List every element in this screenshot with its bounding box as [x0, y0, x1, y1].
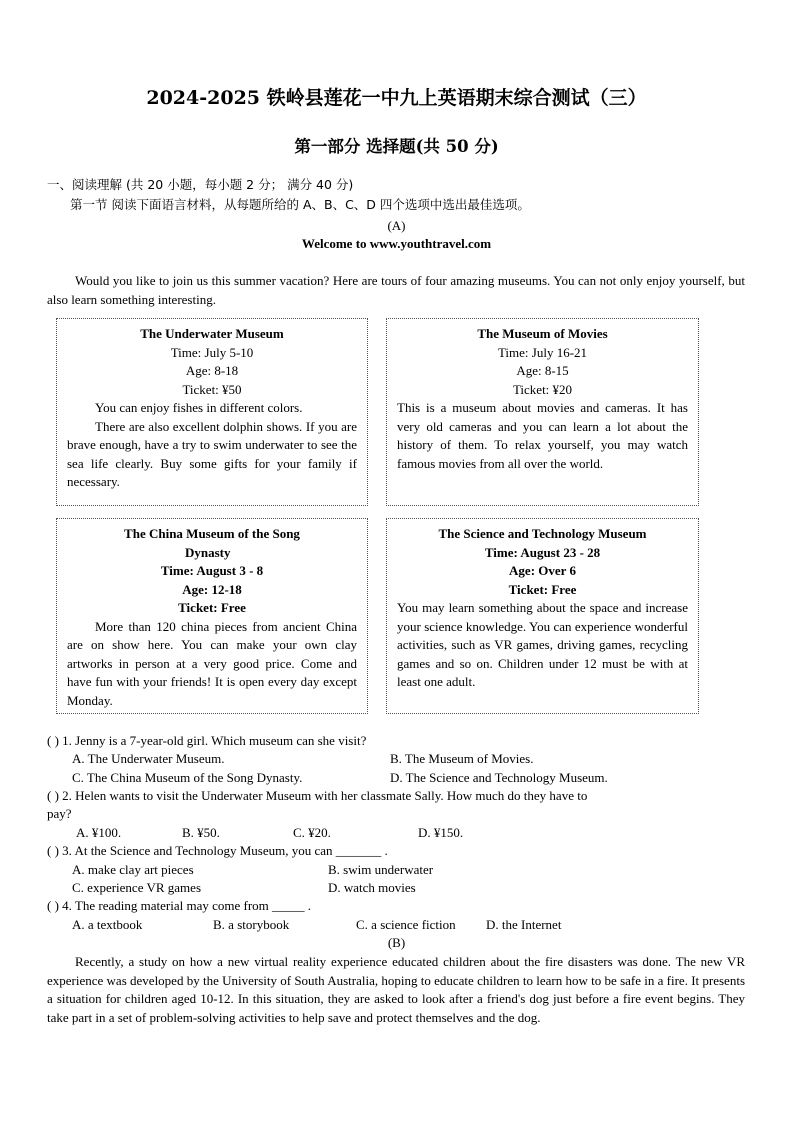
question-3-option-d: D. watch movies	[328, 880, 416, 895]
question-4-option-b: B. a storybook	[213, 917, 290, 932]
museum-card-song-dynasty	[56, 518, 368, 714]
question-1-option-a: A. The Underwater Museum.	[72, 751, 225, 766]
question-1-stem: ( ) 1. Jenny is a 7-year-old girl. Which museum can she visit?	[47, 733, 367, 748]
museum-desc: You may learn something about the space and increase your science knowledge. You can experience wonderful activities, such as VR games, driving games, recycling games and so on. Children under 12 must be with at least one adult.	[397, 600, 688, 689]
museum-name: The Science and Technology Museum	[438, 526, 647, 541]
question-4-option-a: A. a textbook	[72, 917, 143, 932]
question-4-option-c: C. a science fiction	[356, 917, 456, 932]
question-4-stem: ( ) 4. The reading material may come from _____ .	[47, 898, 312, 913]
part-title: 第一部分 选择题(共 50 分)	[294, 137, 499, 156]
museum-ticket: Ticket: ¥20	[512, 381, 573, 397]
question-1-option-c: C. The China Museum of the Song Dynasty.	[72, 770, 303, 785]
question-3-stem: ( ) 3. At the Science and Technology Museum, you can _______ .	[47, 843, 388, 858]
museum-desc: This is a museum about movies and cameras. It has very old cameras and you can learn a lot about the history of them. To relax yourself, you may watch famous movies from all over the world.	[397, 400, 688, 471]
question-2-option-b: B. ¥50.	[182, 825, 220, 840]
section-heading: 一、阅读理解 (共 20 小题，每小题 2 分； 满分 40 分)	[47, 177, 354, 192]
question-3-option-a: A. make clay art pieces	[72, 862, 194, 877]
question-2-stem: ( ) 2. Helen wants to visit the Underwater Museum with her classmate Sally. How much do they have to	[47, 788, 588, 803]
museum-age: Age: Over 6	[509, 563, 576, 578]
section-instruction: 第一节 阅读下面语言材料，从每题所给的 A、B、C、D 四个选项中选出最佳选项。	[70, 197, 530, 212]
museum-name: The Museum of Movies	[477, 326, 608, 341]
museum-card-science	[386, 518, 699, 714]
passage-b-text: Recently, a study on how a new virtual reality experience educated children about the fire disasters was done. The new VR experience was developed by the University of South Australia, hoping to educate children to learn how to be safe in a fire. It presents a situation for children aged 10-12. In this situation, they are asked to look after a friend's dog just before a fire event begins. They take part in a set of problem-solving activities to help save and protect themselves and the dog.	[47, 954, 745, 1025]
museum-time: Time: July 16-21	[497, 344, 588, 360]
museum-name: The Underwater Museum	[140, 326, 284, 341]
question-3-option-c: C. experience VR games	[72, 880, 201, 895]
passage-b-label: (B)	[387, 935, 406, 950]
museum-time: Time: August 3 - 8	[160, 563, 264, 578]
question-2-option-a: A. ¥100.	[76, 825, 122, 840]
museum-name-line1: The China Museum of the Song	[124, 526, 300, 541]
question-2-option-c: C. ¥20.	[293, 825, 331, 840]
museum-age: Age: 8-15	[516, 363, 569, 378]
museum-time: Time: August 23 - 28	[484, 544, 601, 560]
museum-ticket: Ticket: ¥50	[182, 381, 242, 397]
museum-age: Age: 12-18	[182, 581, 242, 597]
passage-a-label: (A)	[387, 218, 406, 233]
museum-desc-first-line: You can enjoy fishes in different colors.	[95, 400, 303, 415]
museum-time: Time: July 5-10	[170, 344, 254, 360]
question-2-stem-cont: pay?	[47, 806, 72, 821]
question-2-option-d: D. ¥150.	[418, 825, 464, 840]
museum-desc: More than 120 china pieces from ancient China are on show here. You can make your own clay artworks in person at a very good price. Come and have fun with your friends! It is open every day except Monday.	[67, 618, 357, 708]
museum-name-line2: Dynasty	[185, 544, 231, 560]
museum-desc: There are also excellent dolphin shows. If you are brave enough, have a try to swim underwater to see the sea life clearly. Buy some gifts for your family if necessary.	[67, 418, 357, 489]
site-title: Welcome to www.youthtravel.com	[301, 236, 492, 251]
question-1-option-b: B. The Museum of Movies.	[390, 751, 534, 766]
museum-card-underwater	[56, 318, 368, 506]
question-3-option-b: B. swim underwater	[328, 862, 434, 877]
question-1-option-d: D. The Science and Technology Museum.	[390, 770, 608, 785]
museum-age: Age: 8-18	[185, 363, 239, 378]
museum-card-movies	[386, 318, 699, 506]
passage-a-intro: Would you like to join us this summer vacation? Here are tours of four amazing museums. You can not only enjoy yourself, but also learn something interesting.	[47, 273, 745, 307]
museum-ticket: Ticket: Free	[178, 600, 246, 615]
page-title: 2024-2025 铁岭县莲花一中九上英语期末综合测试（三）	[146, 87, 647, 109]
question-4-option-d: D. the Internet	[486, 917, 562, 932]
museum-ticket: Ticket: Free	[508, 581, 577, 597]
